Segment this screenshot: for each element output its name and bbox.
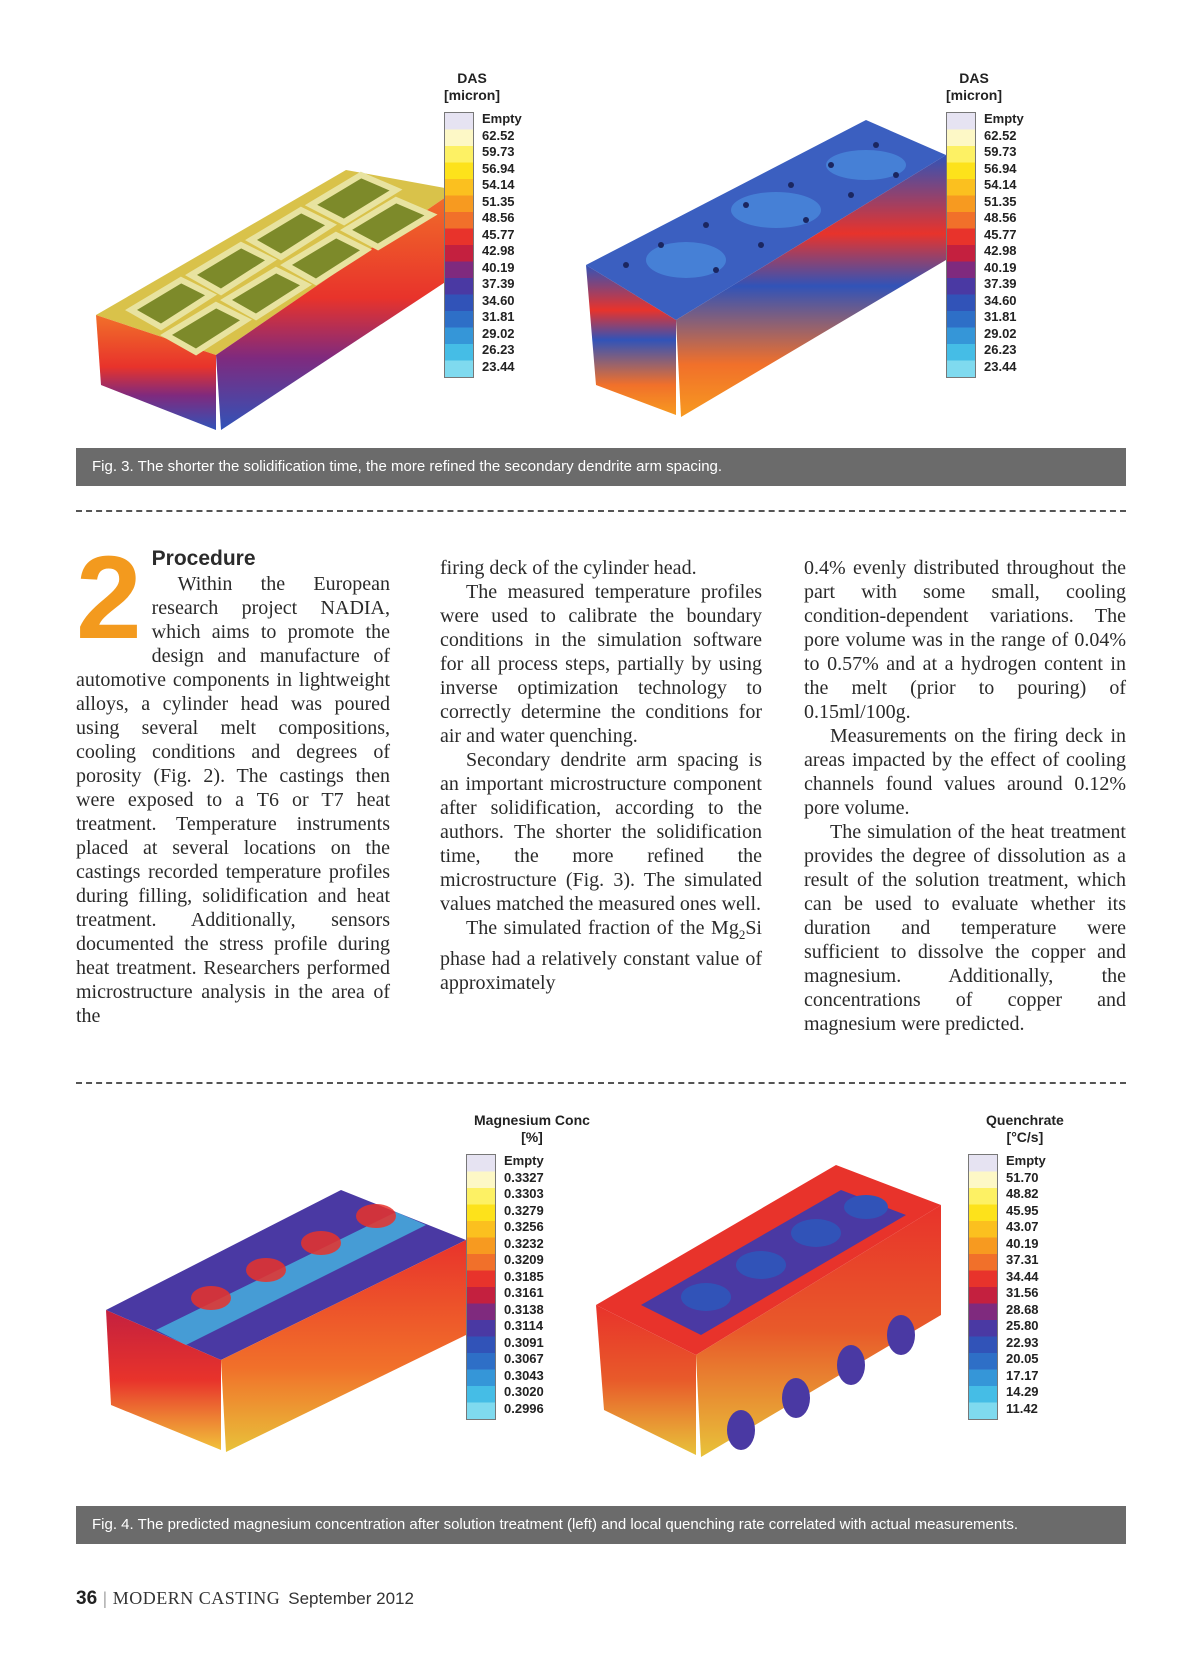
legend-label: 48.82 xyxy=(1006,1186,1039,1201)
legend-title: DAS xyxy=(457,70,487,86)
legend-label: 42.98 xyxy=(984,243,1017,258)
legend-label: 59.73 xyxy=(482,144,515,159)
legend-label: 31.81 xyxy=(482,309,515,324)
legend-title: DAS xyxy=(959,70,989,86)
legend-label: Empty xyxy=(984,111,1024,126)
footer-separator: | xyxy=(103,1588,107,1608)
legend-label: 20.05 xyxy=(1006,1351,1039,1366)
paragraph: The measured temperature profiles were used to calibrate the boundary conditions in the simulation software for all process steps, partially by using inverse optimization technology to correctly determine the conditions for air and water quenching. xyxy=(440,581,762,747)
paragraph: Secondary dendrite arm spacing is an important microstructure component after solidification, according to the authors. The shorter the solidification time, the more refined the microstructure (Fig. 3). The simulated values matched the measured ones well. xyxy=(440,749,762,915)
paragraph-text: The simulated fraction of the Mg xyxy=(466,917,739,939)
legend-unit: [%] xyxy=(521,1129,543,1145)
divider xyxy=(76,510,1126,512)
legend-label: 62.52 xyxy=(482,127,515,143)
paragraph: The simulation of the heat treatment provides the degree of dissolution as a result of the solution treatment, which can be used to evaluate whether its duration and temperature were sufficient to dissolve the copper and magnesium. Additionally, the concentrations of copper and magnesium were predicted. xyxy=(804,821,1126,1035)
legend-label: 0.3279 xyxy=(504,1202,544,1218)
legend-label: 37.31 xyxy=(1006,1252,1039,1267)
legend-unit: [micron] xyxy=(444,87,500,103)
legend-label: 22.93 xyxy=(1006,1334,1039,1350)
section-number: 2 xyxy=(76,532,142,664)
fig4-caption: Fig. 4. The predicted magnesium concentration after solution treatment (left) and local quenching rate correlated with actual measurements. xyxy=(76,1506,1126,1544)
magazine-name: MODERN CASTING xyxy=(112,1588,281,1608)
legend-label: 45.77 xyxy=(482,226,515,242)
paragraph: Within the European research project NADIA, which aims to promote the design and manufacture of automotive components in lightweight alloys, a cylinder head was poured using several melt compositions, cooling conditions and degrees of porosity (Fig. 2). The castings then were exposed to a T6 or T7 heat treatment. Temperature instruments placed at several locations on the castings recorded temperature profiles during filling, solidification and heat treatment. Additionally, sensors documented the stress profile during heat treatment. Researchers performed microstructure analysis in the area of the xyxy=(76,573,390,1027)
paragraph: firing deck of the cylinder head. xyxy=(440,557,697,579)
legend-label: 59.73 xyxy=(984,144,1017,159)
fig4-left-legend xyxy=(474,1112,590,1449)
page-footer xyxy=(76,1588,414,1610)
legend-label: 31.81 xyxy=(984,309,1017,324)
legend-label: 0.3161 xyxy=(504,1285,544,1300)
section-title: Procedure xyxy=(151,547,256,570)
legend-label: 0.2996 xyxy=(504,1400,544,1416)
legend-label: 37.39 xyxy=(482,276,515,291)
legend-label: 51.35 xyxy=(482,193,515,209)
subscript: 2 xyxy=(738,927,746,942)
legend-label: 34.60 xyxy=(984,292,1017,308)
legend-label: 0.3303 xyxy=(504,1186,544,1201)
legend-color-bar xyxy=(444,112,474,378)
legend-label: 0.3043 xyxy=(504,1367,544,1383)
legend-label: 0.3232 xyxy=(504,1235,544,1251)
legend-label: 45.95 xyxy=(1006,1202,1039,1218)
paragraph: 0.4% evenly distributed throughout the part with some small, cooling condition-dependent variations. The pore volume was in the range of 0.04% to 0.57% and at a hydrogen content in the melt (prior to pouring) of 0.15ml/100g. xyxy=(804,557,1126,723)
article-column-1 xyxy=(76,532,390,1028)
legend-title: Quenchrate xyxy=(986,1112,1064,1128)
legend-label: 54.14 xyxy=(984,177,1017,192)
legend-color-bar xyxy=(466,1154,496,1420)
legend-color-bar xyxy=(946,112,976,378)
legend-label: 0.3114 xyxy=(504,1318,544,1333)
paragraph: Measurements on the firing deck in areas impacted by the effect of cooling channels found values around 0.12% pore volume. xyxy=(804,725,1126,819)
legend-label: 0.3020 xyxy=(504,1384,544,1399)
paragraph-text: Si phase had a relatively constant value of approximately xyxy=(440,917,762,994)
fig3-right-render xyxy=(566,105,966,425)
legend-label: 34.44 xyxy=(1006,1268,1039,1284)
legend-label: Empty xyxy=(482,111,522,126)
legend-label: 23.44 xyxy=(984,358,1017,374)
fig3-left-legend xyxy=(444,70,522,382)
legend-title: Magnesium Conc xyxy=(474,1112,590,1128)
article-column-2 xyxy=(440,556,762,995)
legend-label: Empty xyxy=(504,1153,544,1168)
legend-label: 29.02 xyxy=(984,325,1017,341)
legend-label: 56.94 xyxy=(482,160,515,176)
legend-label: 34.60 xyxy=(482,292,515,308)
fig3-right-legend xyxy=(946,70,1024,382)
legend-label: 0.3327 xyxy=(504,1169,544,1185)
legend-label: 29.02 xyxy=(482,325,515,341)
legend-label: 40.19 xyxy=(1006,1235,1039,1251)
legend-label: 0.3256 xyxy=(504,1219,544,1234)
legend-label: 37.39 xyxy=(984,276,1017,291)
fig4-right-legend xyxy=(986,1112,1064,1449)
legend-label: 31.56 xyxy=(1006,1285,1039,1300)
legend-label: 0.3091 xyxy=(504,1334,544,1350)
legend-label: 0.3067 xyxy=(504,1351,544,1366)
legend-color-bar xyxy=(968,1154,998,1420)
legend-label: 51.35 xyxy=(984,193,1017,209)
fig3-figure xyxy=(76,60,1126,420)
legend-label: 11.42 xyxy=(1006,1400,1038,1416)
legend-label: 45.77 xyxy=(984,226,1017,242)
legend-label: 14.29 xyxy=(1006,1384,1039,1399)
legend-label: 17.17 xyxy=(1006,1367,1039,1383)
fig3-left-render xyxy=(96,115,456,435)
legend-label: 48.56 xyxy=(482,210,515,225)
legend-label: 62.52 xyxy=(984,127,1017,143)
legend-label: 28.68 xyxy=(1006,1301,1039,1317)
legend-label: 26.23 xyxy=(984,342,1017,357)
page-number: 36 xyxy=(76,1588,98,1609)
legend-label: 26.23 xyxy=(482,342,515,357)
legend-label: 23.44 xyxy=(482,358,515,374)
legend-label: 40.19 xyxy=(482,259,515,275)
legend-label: 0.3209 xyxy=(504,1252,544,1267)
paragraph xyxy=(440,916,762,995)
fig3-caption: Fig. 3. The shorter the solidification time, the more refined the secondary dendrite arm spacing. xyxy=(76,448,1126,486)
legend-label: 51.70 xyxy=(1006,1169,1039,1185)
legend-label: 40.19 xyxy=(984,259,1017,275)
legend-label: Empty xyxy=(1006,1153,1046,1168)
legend-label: 0.3138 xyxy=(504,1301,544,1317)
fig4-left-render xyxy=(106,1160,466,1460)
article-column-3 xyxy=(804,556,1126,1036)
legend-label: 56.94 xyxy=(984,160,1017,176)
legend-label: 43.07 xyxy=(1006,1219,1039,1234)
legend-unit: [°C/s] xyxy=(1006,1129,1044,1145)
divider xyxy=(76,1082,1126,1084)
legend-label: 48.56 xyxy=(984,210,1017,225)
fig4-right-render xyxy=(596,1155,946,1465)
issue-date: September 2012 xyxy=(288,1589,414,1608)
legend-label: 42.98 xyxy=(482,243,515,258)
legend-unit: [micron] xyxy=(946,87,1002,103)
legend-label: 54.14 xyxy=(482,177,515,192)
fig4-figure xyxy=(76,1110,1126,1490)
legend-label: 0.3185 xyxy=(504,1268,544,1284)
legend-label: 25.80 xyxy=(1006,1318,1039,1333)
